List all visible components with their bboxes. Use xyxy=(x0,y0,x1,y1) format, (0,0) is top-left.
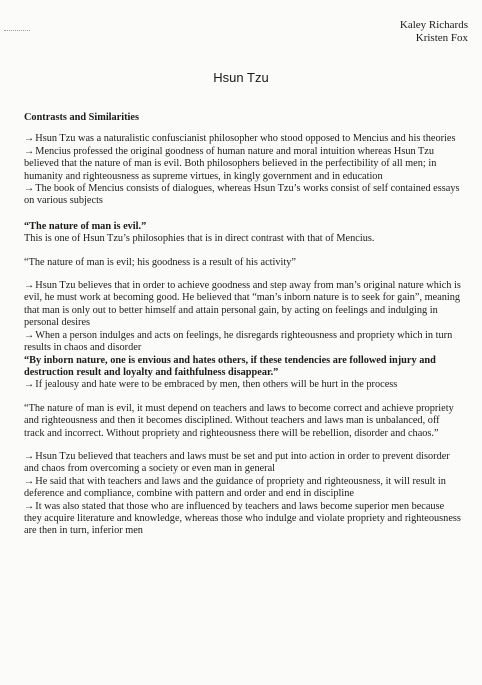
bullet-paragraph: →He said that with teachers and laws and the guidance of propriety and righteousness, it will result in deference and compliance, combine with pattern and order and end in discipline xyxy=(24,475,446,500)
arrow-icon: → xyxy=(24,475,35,487)
arrow-icon: → xyxy=(24,183,35,195)
bold-quote: “By inborn nature, one is envious and hates others, if these tendencies are followed injury and destruction result and loyalty and faithfulness disappear.” xyxy=(24,354,436,378)
arrow-icon: → xyxy=(24,329,35,341)
arrow-icon: → xyxy=(24,133,35,145)
bullet-paragraph: →If jealousy and hate were to be embraced by men, then others will be hurt in the process xyxy=(24,379,398,391)
arrow-icon: → xyxy=(24,145,35,157)
author-name: Kristen Fox xyxy=(415,32,468,44)
arrow-icon: → xyxy=(24,450,35,462)
quote-paragraph: “The nature of man is evil; his goodness is a result of his activity” xyxy=(24,256,296,268)
body-paragraph: This is one of Hsun Tzu’s philosophies that is in direct contrast with that of Mencius. xyxy=(24,233,375,245)
bullet-paragraph: →Hsun Tzu believes that in order to achieve goodness and step away from man’s original nature which is evil, he must work at becoming good. He believed that “man’s inborn nature is to seek for gain”, meaning that man is only out to better himself and attain personal gain, by acting on feelings and indulging in personal desires xyxy=(24,280,461,329)
bullet-paragraph: →When a person indulges and acts on feelings, he disregards righteousness and propriety which in turn results in chaos and disorder xyxy=(24,329,453,354)
scan-artifact xyxy=(4,30,30,34)
section-heading: “The nature of man is evil.” xyxy=(24,220,147,232)
document-body xyxy=(24,112,462,538)
bullet-paragraph: →Hsun Tzu was a naturalistic confuscianist philosopher who stood opposed to Mencius and his theories xyxy=(24,133,456,145)
bullet-paragraph: →Mencius professed the original goodness of human nature and moral intuition whereas Hsun Tzu believed that the nature of man is evil. Both philosophers believed in the perfectibility of all men; in humanity and righteousness as supreme virtues, in kingly government and in education xyxy=(24,145,437,182)
bullet-paragraph: →Hsun Tzu believed that teachers and laws must be set and put into action in order to prevent disorder and chaos from overcoming a society or even man in general xyxy=(24,450,450,475)
bullet-paragraph: →The book of Mencius consists of dialogues, whereas Hsun Tzu’s works consist of self contained essays on various subjects xyxy=(24,183,460,207)
document-title: Hsun Tzu xyxy=(213,70,269,85)
author-block xyxy=(400,19,468,45)
author-name: Kaley Richards xyxy=(399,19,468,31)
section-heading: Contrasts and Similarities xyxy=(24,112,139,123)
quote-paragraph: “The nature of man is evil, it must depend on teachers and laws to become correct and achieve propriety and righteousness and then it becomes disciplined. Without teachers and laws man is unbalanced, off track and incorrect. Without propriety and righteousness there will be rebellion, disorder and chaos.” xyxy=(24,402,454,439)
arrow-icon: → xyxy=(24,500,35,512)
arrow-icon: → xyxy=(24,379,35,391)
bullet-paragraph: →It was also stated that those who are influenced by teachers and laws become superior men because they acquire literature and knowledge, whereas those who indulge and violate propriety and righteousness are then in turn, inferior men xyxy=(24,500,461,537)
arrow-icon: → xyxy=(24,280,35,292)
